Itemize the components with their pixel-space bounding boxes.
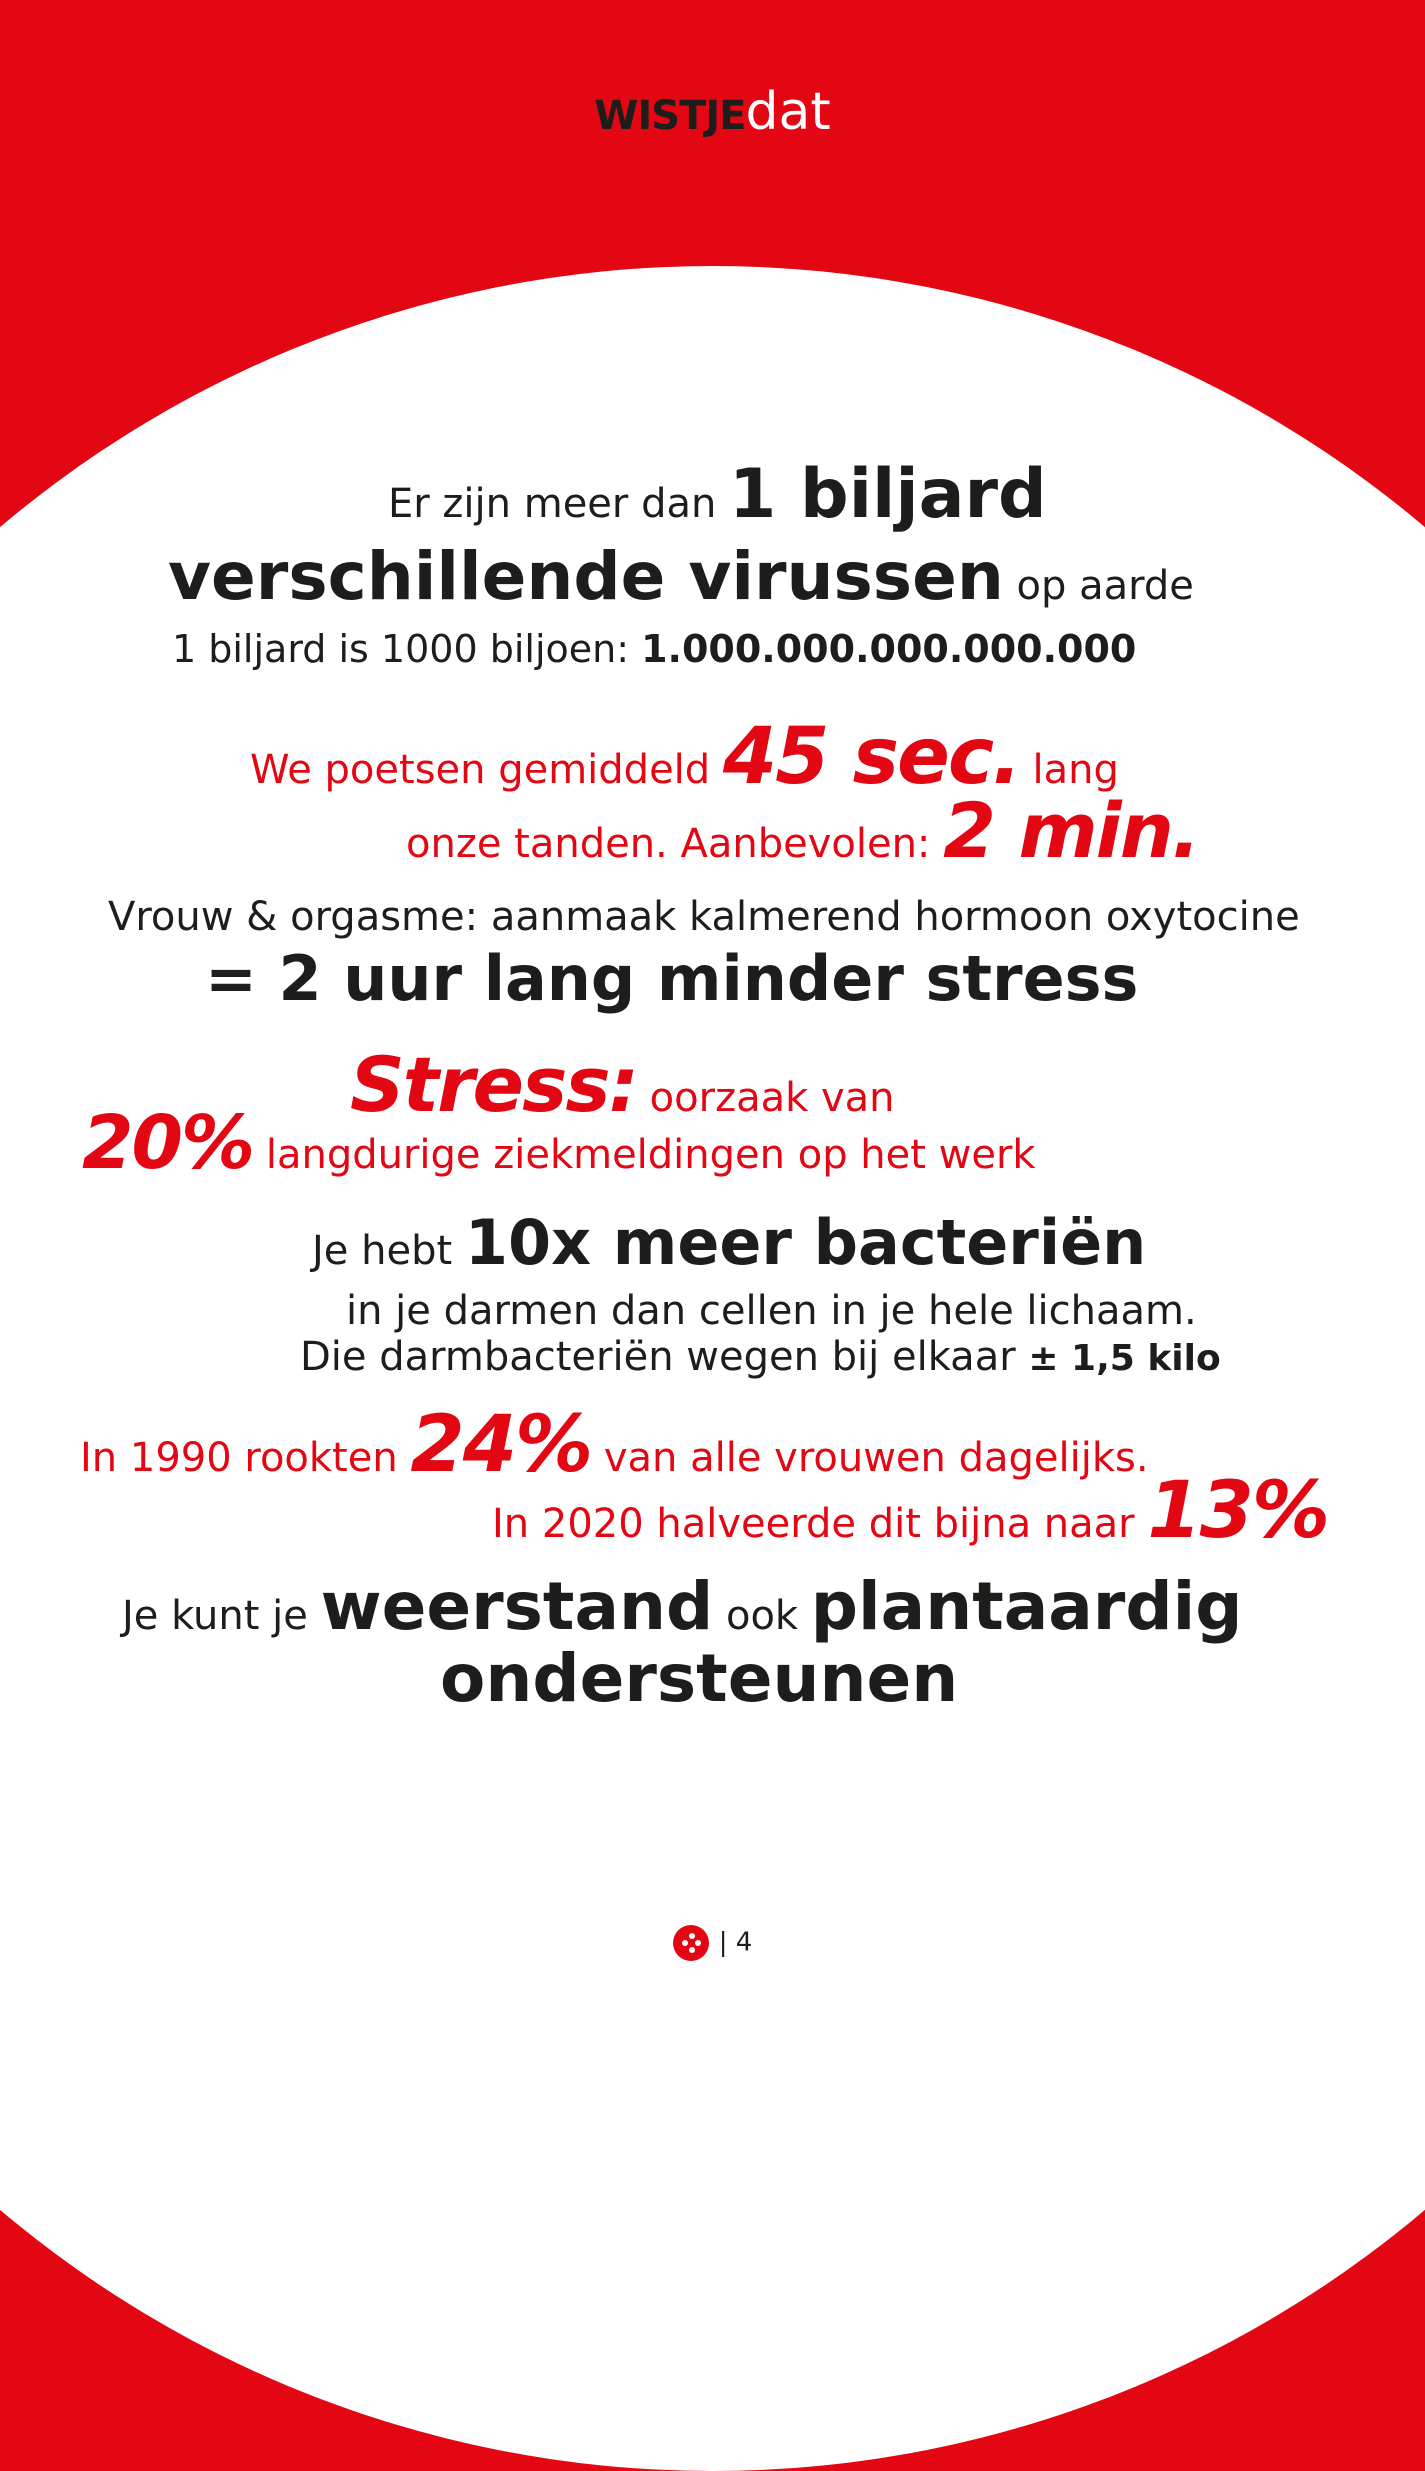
fact-bacteria-intro: Je hebt xyxy=(312,1228,465,1274)
fact-virus-line-1 xyxy=(388,455,1047,534)
fact-bacteria-line-1 xyxy=(312,1206,1146,1279)
fact-teeth-recommend: onze tanden. Aanbevolen: xyxy=(406,821,944,867)
fact-bacteria-weight: ± 1,5 kilo xyxy=(1028,1338,1221,1379)
header-title-light: dat xyxy=(745,82,831,142)
fact-stress-percent: 20% xyxy=(82,1100,254,1186)
fact-resistance-plant: plantaardig xyxy=(810,1568,1243,1645)
fact-smoking-1990-percent: 24% xyxy=(410,1400,592,1490)
fact-virus-line-3 xyxy=(172,627,1136,671)
fact-teeth-intro: We poetsen gemiddeld xyxy=(250,747,723,793)
header-title xyxy=(0,82,1425,146)
fact-teeth-minutes: 2 min. xyxy=(943,786,1199,875)
fact-resistance-line-2 xyxy=(440,1640,958,1717)
fact-virus-explainer: 1 biljard is 1000 biljoen: xyxy=(172,627,642,671)
fact-stress-cause: oorzaak van xyxy=(636,1075,895,1121)
fact-oxytocin-line-1 xyxy=(108,894,1300,940)
fact-resistance-ook: ook xyxy=(713,1593,811,1639)
fact-resistance-line-1 xyxy=(122,1568,1242,1645)
fact-bacteria-weight-intro: Die darmbacteriën wegen bij elkaar xyxy=(300,1334,1029,1380)
header-title-bold: WISTJE xyxy=(594,93,746,139)
fact-resistance-support: ondersteunen xyxy=(440,1640,959,1717)
fact-bacteria-line-3 xyxy=(300,1334,1221,1380)
fact-bacteria-line-2 xyxy=(346,1288,1197,1334)
fact-virus-number: 1 biljard xyxy=(729,455,1047,534)
fact-bacteria-comparison: in je darmen dan cellen in je hele lichaam. xyxy=(346,1288,1197,1334)
fact-oxytocin-result: = 2 uur lang minder stress xyxy=(205,942,1139,1015)
fact-teeth-seconds: 45 sec. xyxy=(722,712,1020,802)
fact-virus-highlight: verschillende virussen xyxy=(168,538,1004,615)
fact-stress-detail: langdurige ziekmeldingen op het werk xyxy=(253,1132,1036,1178)
page-footer xyxy=(0,1925,1425,1961)
fact-virus-suffix: op aarde xyxy=(1003,563,1194,609)
fact-virus-line-2 xyxy=(168,538,1194,615)
fact-oxytocin-line-2 xyxy=(205,942,1138,1015)
fact-stress-label: Stress: xyxy=(350,1040,637,1129)
fact-virus-digits: 1.000.000.000.000.000 xyxy=(641,627,1137,671)
fact-bacteria-highlight: 10x meer bacteriën xyxy=(464,1206,1147,1279)
fact-smoking-detail: van alle vrouwen dagelijks. xyxy=(591,1435,1149,1481)
fact-resistance-word: weerstand xyxy=(320,1568,714,1645)
fact-teeth-line-2 xyxy=(406,786,1199,875)
fact-teeth-suffix: lang xyxy=(1019,747,1119,793)
fact-resistance-intro: Je kunt je xyxy=(122,1593,321,1639)
fact-smoking-2020: In 2020 halveerde dit bijna naar xyxy=(492,1501,1148,1547)
fact-virus-intro: Er zijn meer dan xyxy=(388,481,730,527)
brand-dots-icon xyxy=(673,1925,709,1961)
fact-stress-line-2 xyxy=(82,1100,1036,1186)
fact-smoking-intro: In 1990 rookten xyxy=(80,1435,411,1481)
page-number: | 4 xyxy=(718,1927,753,1958)
fact-oxytocin-text: Vrouw & orgasme: aanmaak kalmerend hormoon oxytocine xyxy=(108,894,1300,940)
fact-smoking-line-2 xyxy=(492,1466,1328,1556)
fact-smoking-2020-percent: 13% xyxy=(1147,1466,1329,1556)
